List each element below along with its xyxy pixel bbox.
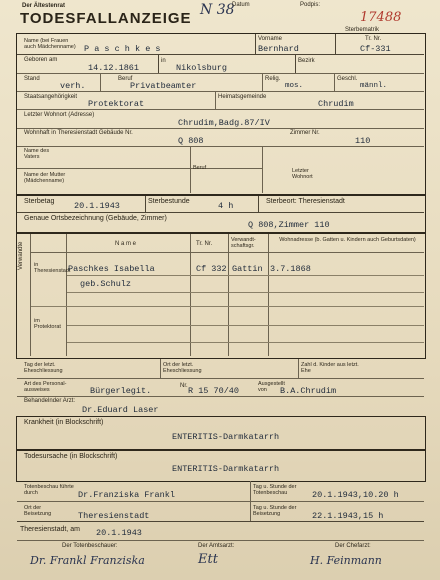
geschl-value: männl. [360,82,388,90]
mutter-label: Name der Mutter (Mädchenname) [24,172,66,184]
tag-beisetzung-value: 22.1.1943,15 h [312,511,384,521]
tag-beisetzung-label: Tag u. Stunde der Beisetzung [253,505,297,517]
in-value: Nikolsburg [176,63,228,73]
letzter-wohnort-label: Letzter Wohnort (Adresse) [24,112,95,118]
ort-beisetzung-value: Theresienstadt [78,511,150,521]
sterbestunde-label: Sterbestunde [148,198,190,205]
genaue-value: Q 808,Zimmer 110 [248,220,330,230]
letzter-wohnort2-label: Letzter Wohnort [292,168,313,180]
todesursache-label: Todesursache (in Blockschrift) [24,453,118,460]
relative-name: Paschkes Isabella [68,264,155,274]
sterbestunde-value: 4 h [218,201,234,211]
staatsang-label: Staatsangehörigkeit [24,94,78,100]
zahl-kinder-label: Zahl d. Kinder aus letzt. Ehe [301,362,359,374]
verw-col-header: Verwandt-schaftsgr. [231,237,256,249]
heimat-label: Heimatsgemeinde [218,94,267,100]
org-name: Der Ältestenrat [22,3,66,9]
matrikel-label: Sterbematrik [345,27,380,33]
stand-label: Stand [24,76,40,82]
vorname-value: Bernhard [258,44,299,54]
tag-ehe-label: Tag der letzt. Eheschliessung [24,362,63,374]
beruf2-label: Beruf [193,165,207,171]
name-value: P a s c h k e s [84,44,161,54]
amtsarzt-label: Der Amtsarzt: [198,543,235,549]
totenbeschau-value: Dr.Franziska Frankl [78,490,175,500]
krankheit-label: Krankheit (in Blockschrift) [24,419,104,426]
verwandte-side-label: Verwandte [18,241,24,270]
geschl-label: Geschl. [337,76,358,82]
name-col-header: N a m e [115,241,137,247]
signature-totenbeschauer: Dr. Frankl Franziska [30,554,145,567]
vorname-label: Vorname [258,36,283,42]
relative-tr: Cf 332 [196,264,227,274]
ausweis-nr-value: R 15 70/40 [188,386,240,396]
tr-col-header: Tr. Nr. [196,241,213,247]
geboren-label: Geboren am [24,57,58,63]
chefarzt-label: Der Chefarzt: [335,543,371,549]
ort-ehe-label: Ort der letzt. Eheschliessung [163,362,202,374]
relig-label: Relig. [265,76,281,82]
tag-totenbeschau-label: Tag u. Stunde der Totenbeschau [253,484,297,496]
in-theresienstadt-label: in Theresienstadt [34,262,71,274]
totenbeschau-label: Totenbeschau führte durch [24,484,74,496]
ausgestellt-value: B.A.Chrudim [280,386,337,396]
letzter-wohnort-value: Chrudim,Badg.87/IV [178,118,270,128]
footer-date: 20.1.1943 [96,528,142,538]
krankheit-value: ENTERITIS-Darmkatarrh [172,432,280,442]
staatsang-value: Protektorat [88,99,145,109]
bezirk-label: Bezirk [298,58,315,64]
geboren-value: 14.12.1861 [88,63,140,73]
beruf-value: Privatbeamter [130,81,197,91]
zimmer-value: 110 [355,136,371,146]
footer-place-label: Theresienstadt, am [20,526,80,533]
im-protektorat-label: im Protektorat [34,318,61,330]
tr-nr-value: Cf-331 [360,44,391,54]
sterbetag-value: 20.1.1943 [74,201,120,211]
stamp-signature: Podpis: [300,2,321,8]
stand-value: verh. [60,81,86,91]
relig-value: mos. [285,82,304,90]
ausweis-nr-label: Nr. [180,383,188,389]
relative-birthdate: 3.7.1868 [270,264,311,274]
ausgestellt-label: Ausgestellt von [258,381,285,393]
ausweis-value: Bürgerlegit. [90,386,152,396]
vater-label: Name des Vaters [24,148,50,160]
wohn-col-header: Wohnadresse (b. Gatten u. Kindern auch Geburtsdaten) [279,237,416,243]
totenbeschauer-label: Der Totenbeschauer: [62,543,118,549]
ort-beisetzung-label: Ort der Beisetzung [24,505,52,517]
handwritten-mark: N 38 [200,2,235,18]
heimat-value: Chrudim [318,99,354,109]
in-label: in [161,58,166,64]
matrikel-number: 17488 [360,10,402,25]
relative-relation: Gattin [232,264,263,274]
tag-totenbeschau-value: 20.1.1943,10.20 h [312,490,399,500]
arzt-label: Behandelnder Arzt: [24,398,76,404]
sterbetag-label: Sterbetag [24,198,55,205]
gebaeude-value: Q 808 [178,136,204,146]
art-ausweis-label: Art des Personal-ausweises [24,381,67,393]
wohnhaft-label: Wohnhaft in Theresienstadt Gebäude Nr. [24,130,133,136]
relative-maiden-name: geb.Schulz [80,279,132,289]
tr-nr-label: Tr. Nr. [365,36,382,42]
genaue-label: Genaue Ortsbezeichnung (Gebäude, Zimmer) [24,215,167,222]
arzt-value: Dr.Eduard Laser [82,405,159,415]
form-title: TODESFALLANZEIGE [20,10,192,27]
signature-chefarzt: H. Feinmann [310,554,382,567]
zimmer-label: Zimmer Nr. [290,130,320,136]
todesursache-value: ENTERITIS-Darmkatarrh [172,464,280,474]
stamp-date: Datum [232,2,250,8]
beruf-label: Beruf [118,76,133,82]
signature-amtsarzt: Ett [198,552,218,567]
name-label: Name (bei Frauen auch Mädchenname) [24,38,76,50]
sterbeort-label: Sterbeort: Theresienstadt [266,198,345,205]
